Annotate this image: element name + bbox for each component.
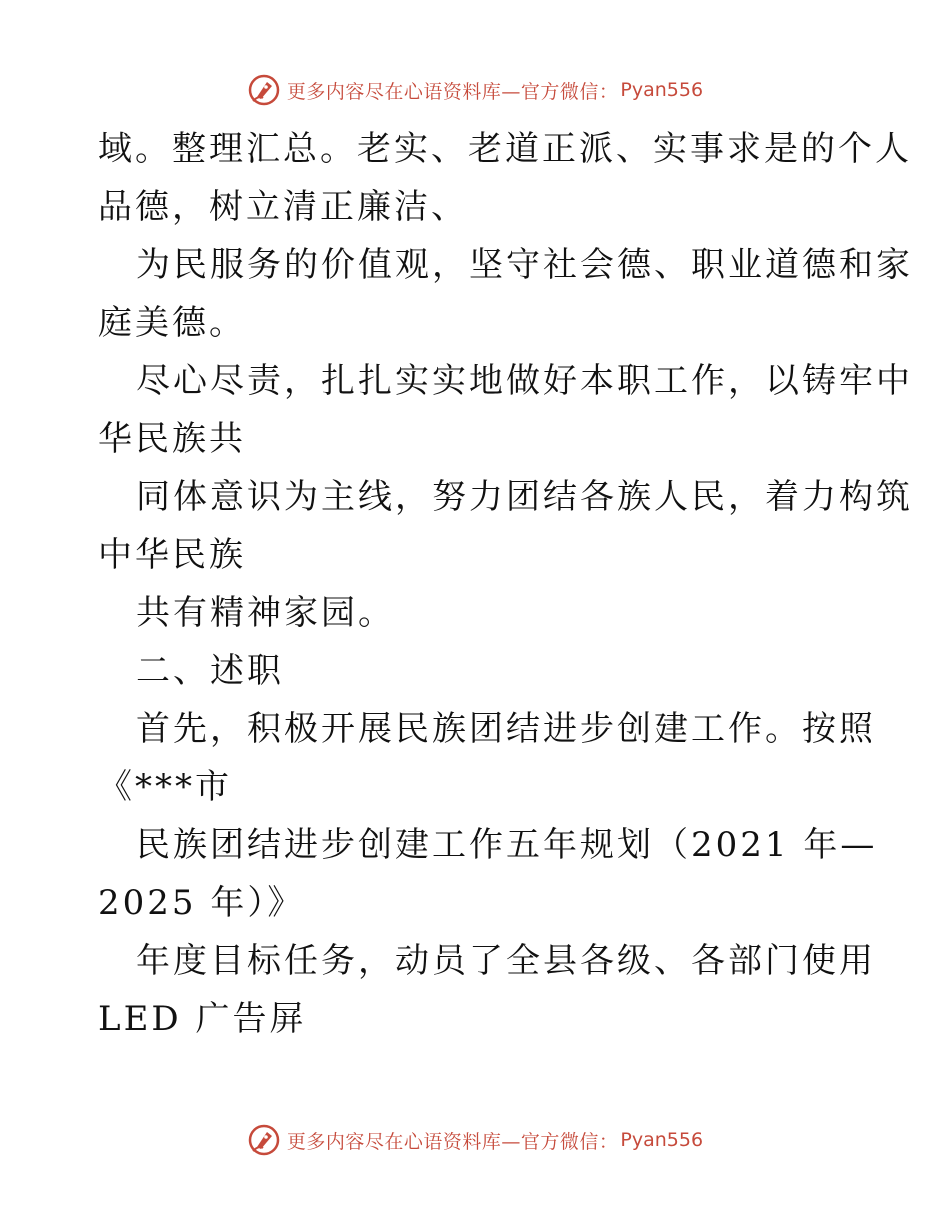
section-heading: 二、述职 xyxy=(136,651,284,691)
text-line: 为民服务的价值观，坚守社会德、职业道德和家 xyxy=(136,245,913,285)
text-line: 《***市 xyxy=(98,767,232,807)
pen-nib-logo-icon xyxy=(247,73,281,107)
text-line: 年度目标任务，动员了全县各级、各部门使用 xyxy=(136,941,876,981)
pen-nib-logo-icon xyxy=(247,1123,281,1157)
document-body xyxy=(98,120,913,1048)
text-line: 中华民族 xyxy=(98,535,246,575)
footer-wechat-id: Pyan556 xyxy=(620,1129,704,1151)
footer-watermark-banner xyxy=(0,1120,950,1160)
text-line: 域。整理汇总。老实、老道正派、实事求是的个人 xyxy=(98,129,912,169)
text-line: 品德，树立清正廉洁、 xyxy=(98,187,468,227)
text-line: 华民族共 xyxy=(98,419,246,459)
header-watermark-banner xyxy=(0,70,950,110)
header-wechat-id: Pyan556 xyxy=(620,79,704,101)
text-line: 同体意识为主线，努力团结各族人民，着力构筑 xyxy=(136,477,913,517)
header-banner-text: 更多内容尽在心语资料库—官方微信： xyxy=(286,80,619,103)
text-line: LED 广告屏 xyxy=(98,999,307,1039)
footer-banner-text: 更多内容尽在心语资料库—官方微信： xyxy=(286,1130,619,1153)
text-line: 2025 年）》 xyxy=(98,883,305,923)
text-line: 尽心尽责，扎扎实实地做好本职工作，以铸牢中 xyxy=(136,361,913,401)
text-line: 民族团结进步创建工作五年规划（2021 年— xyxy=(136,825,878,865)
text-line: 首先，积极开展民族团结进步创建工作。按照 xyxy=(136,709,876,749)
text-line: 共有精神家园。 xyxy=(136,593,395,633)
text-line: 庭美德。 xyxy=(98,303,246,343)
